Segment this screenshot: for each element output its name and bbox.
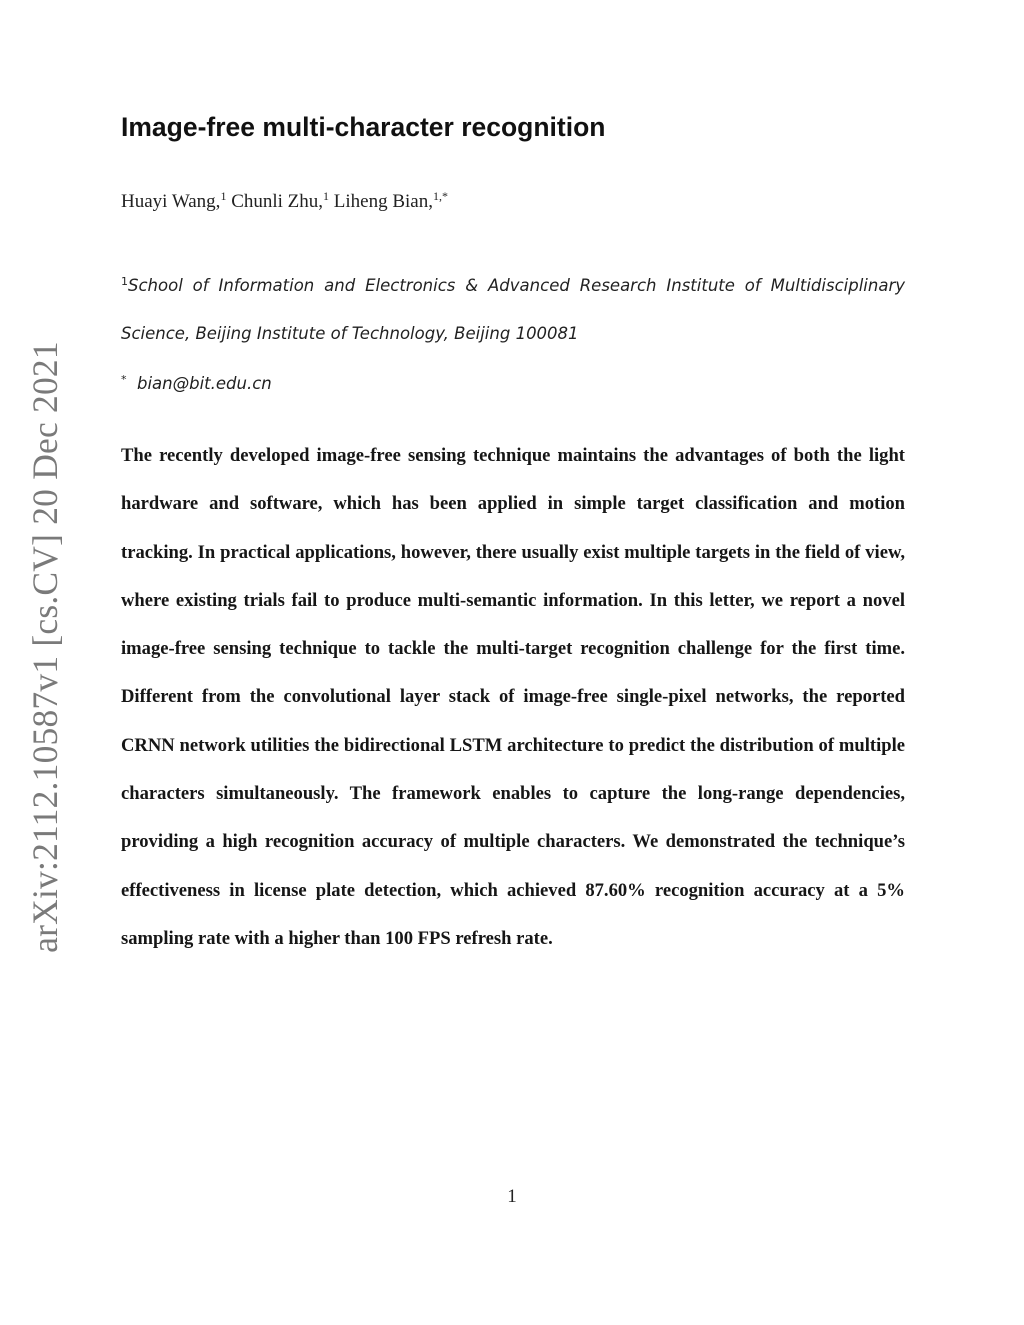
author-affiliation-mark: 1 [220, 189, 227, 203]
page-number: 1 [507, 1186, 517, 1207]
abstract: The recently developed image-free sensing technique maintains the advantages of both the light hardware and software, which has been applied in simple target classification and motion tracking. In practical applications, however, there usually exist multiple targets in the field of view, where existing trials fail to produce multi-semantic information. In this letter, we report a novel image-free sensing technique to tackle the multi-target recognition challenge for the first time. Different from the convolutional layer stack of image-free single-pixel networks, the reported CRNN network utilities the bidirectional LSTM architecture to predict the distribution of multiple characters simultaneously. The framework enables to capture the long-range dependencies, providing a high recognition accuracy of multiple characters. We demonstrated the technique’s effectiveness in license plate detection, which achieved 87.60% recognition accuracy at a 5% sampling rate with a higher than 100 FPS refresh rate. [121, 445, 905, 949]
author-affiliation-mark: 1,* [432, 189, 448, 203]
author-name: Chunli Zhu, [231, 191, 324, 212]
author-name: Huayi Wang, [121, 191, 221, 212]
affiliation-mark: 1 [121, 275, 128, 288]
corresponding-contact [121, 360, 905, 408]
affiliation-text: School of Information and Electronics & Advanced Research Institute of Multidisciplinary Science, Beijing Institute of Technology, Beijing 100081 [121, 276, 905, 343]
arxiv-identifier-stamp [2, 341, 88, 953]
corresponding-mark: * [121, 373, 127, 386]
affiliation [121, 262, 905, 358]
author-list [121, 191, 448, 213]
paper-title: Image-free multi-character recognition [121, 112, 606, 142]
author-name: Liheng Bian, [333, 191, 433, 212]
arxiv-identifier-text: arXiv:2112.10587v1 [cs.CV] 20 Dec 2021 [25, 341, 65, 953]
contact-email: bian@bit.edu.cn [137, 374, 272, 393]
author-affiliation-mark: 1 [323, 189, 330, 203]
